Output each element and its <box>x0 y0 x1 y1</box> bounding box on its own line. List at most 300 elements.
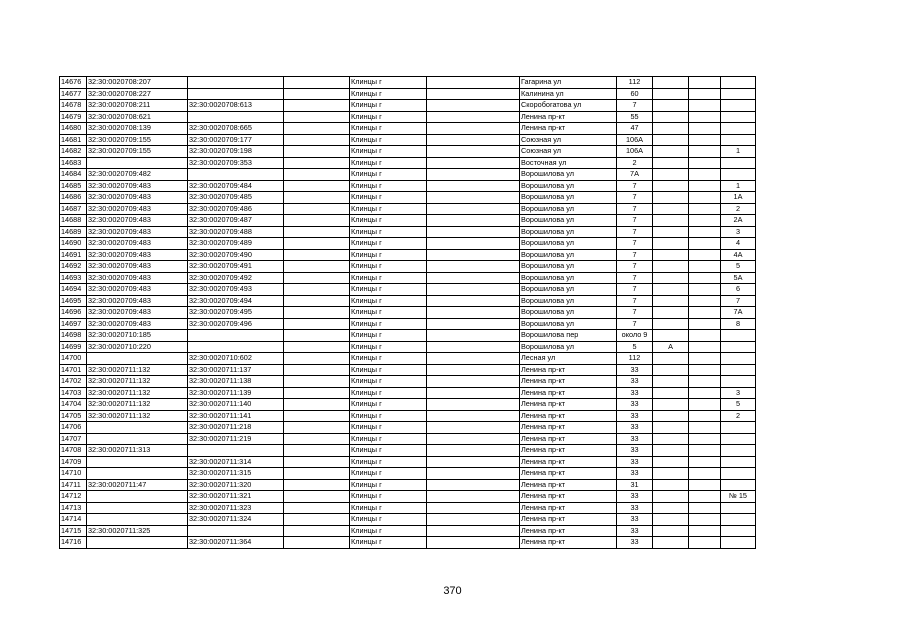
cadastral-number: 32:30:0020709:483 <box>87 307 188 319</box>
building-cadastral-number: 32:30:0020709:487 <box>188 215 284 227</box>
city-cell: Клинцы г <box>350 353 427 365</box>
blank-cell <box>689 226 721 238</box>
city-cell: Клинцы г <box>350 341 427 353</box>
table-row <box>60 111 756 123</box>
apartment-number: 3 <box>721 226 756 238</box>
house-number: 33 <box>617 491 653 503</box>
city-cell: Клинцы г <box>350 100 427 112</box>
house-number: 33 <box>617 410 653 422</box>
city-cell: Клинцы г <box>350 226 427 238</box>
street-cell: Ворошилова ул <box>520 192 617 204</box>
blank-cell <box>689 307 721 319</box>
apartment-number <box>721 364 756 376</box>
city-cell: Клинцы г <box>350 88 427 100</box>
city-cell: Клинцы г <box>350 514 427 526</box>
blank-cell <box>427 100 520 112</box>
table-row <box>60 88 756 100</box>
blank-cell <box>689 111 721 123</box>
cadastral-number: 32:30:0020711:132 <box>87 376 188 388</box>
building-cadastral-number: 32:30:0020711:315 <box>188 468 284 480</box>
table-row <box>60 284 756 296</box>
letter-cell <box>653 169 689 181</box>
register-table <box>59 76 756 549</box>
house-number: 7А <box>617 169 653 181</box>
letter-cell <box>653 410 689 422</box>
blank-cell <box>427 284 520 296</box>
building-cadastral-number <box>188 77 284 89</box>
blank-cell <box>427 433 520 445</box>
city-cell: Клинцы г <box>350 376 427 388</box>
blank-cell <box>427 330 520 342</box>
blank-cell <box>427 468 520 480</box>
cadastral-number: 32:30:0020709:483 <box>87 284 188 296</box>
letter-cell <box>653 364 689 376</box>
city-cell: Клинцы г <box>350 215 427 227</box>
blank-cell <box>284 157 350 169</box>
cadastral-number: 32:30:0020711:132 <box>87 410 188 422</box>
street-cell: Ворошилова ул <box>520 261 617 273</box>
letter-cell <box>653 215 689 227</box>
row-id: 14704 <box>60 399 87 411</box>
city-cell: Клинцы г <box>350 479 427 491</box>
row-id: 14688 <box>60 215 87 227</box>
blank-cell <box>689 330 721 342</box>
blank-cell <box>284 479 350 491</box>
city-cell: Клинцы г <box>350 318 427 330</box>
city-cell: Клинцы г <box>350 203 427 215</box>
blank-cell <box>427 215 520 227</box>
building-cadastral-number: 32:30:0020711:320 <box>188 479 284 491</box>
blank-cell <box>284 491 350 503</box>
table-row <box>60 433 756 445</box>
city-cell: Клинцы г <box>350 364 427 376</box>
blank-cell <box>689 491 721 503</box>
blank-cell <box>427 123 520 135</box>
cadastral-number: 32:30:0020709:483 <box>87 215 188 227</box>
cadastral-number <box>87 491 188 503</box>
city-cell: Клинцы г <box>350 399 427 411</box>
blank-cell <box>689 284 721 296</box>
building-cadastral-number: 32:30:0020711:137 <box>188 364 284 376</box>
cadastral-number: 32:30:0020709:482 <box>87 169 188 181</box>
row-id: 14686 <box>60 192 87 204</box>
letter-cell <box>653 238 689 250</box>
street-cell: Ленина пр-кт <box>520 514 617 526</box>
row-id: 14694 <box>60 284 87 296</box>
blank-cell <box>284 88 350 100</box>
row-id: 14713 <box>60 502 87 514</box>
apartment-number <box>721 134 756 146</box>
apartment-number: 8 <box>721 318 756 330</box>
blank-cell <box>284 445 350 457</box>
city-cell: Клинцы г <box>350 387 427 399</box>
street-cell: Ленина пр-кт <box>520 491 617 503</box>
letter-cell <box>653 146 689 158</box>
house-number: 33 <box>617 537 653 549</box>
apartment-number <box>721 468 756 480</box>
row-id: 14703 <box>60 387 87 399</box>
row-id: 14679 <box>60 111 87 123</box>
blank-cell <box>427 445 520 457</box>
house-number: 33 <box>617 399 653 411</box>
apartment-number <box>721 422 756 434</box>
table-row <box>60 77 756 89</box>
apartment-number: 1 <box>721 146 756 158</box>
apartment-number: 1 <box>721 180 756 192</box>
blank-cell <box>284 169 350 181</box>
blank-cell <box>284 525 350 537</box>
row-id: 14682 <box>60 146 87 158</box>
apartment-number: 5А <box>721 272 756 284</box>
house-number: 7 <box>617 295 653 307</box>
letter-cell <box>653 318 689 330</box>
house-number: 7 <box>617 284 653 296</box>
house-number: 33 <box>617 433 653 445</box>
building-cadastral-number <box>188 445 284 457</box>
row-id: 14712 <box>60 491 87 503</box>
table-row <box>60 514 756 526</box>
city-cell: Клинцы г <box>350 192 427 204</box>
blank-cell <box>427 88 520 100</box>
blank-cell <box>427 341 520 353</box>
blank-cell <box>689 295 721 307</box>
cadastral-number: 32:30:0020711:47 <box>87 479 188 491</box>
building-cadastral-number: 32:30:0020709:177 <box>188 134 284 146</box>
cadastral-number: 32:30:0020709:155 <box>87 146 188 158</box>
blank-cell <box>284 203 350 215</box>
letter-cell <box>653 330 689 342</box>
cadastral-number: 32:30:0020710:220 <box>87 341 188 353</box>
letter-cell <box>653 123 689 135</box>
apartment-number <box>721 514 756 526</box>
street-cell: Ленина пр-кт <box>520 433 617 445</box>
row-id: 14708 <box>60 445 87 457</box>
letter-cell <box>653 295 689 307</box>
blank-cell <box>284 502 350 514</box>
blank-cell <box>284 514 350 526</box>
apartment-number: 5 <box>721 399 756 411</box>
letter-cell <box>653 157 689 169</box>
house-number: около 9 <box>617 330 653 342</box>
blank-cell <box>284 307 350 319</box>
blank-cell <box>689 514 721 526</box>
row-id: 14705 <box>60 410 87 422</box>
building-cadastral-number: 32:30:0020709:485 <box>188 192 284 204</box>
blank-cell <box>689 468 721 480</box>
cadastral-number: 32:30:0020709:483 <box>87 203 188 215</box>
building-cadastral-number: 32:30:0020711:324 <box>188 514 284 526</box>
blank-cell <box>427 422 520 434</box>
table-row <box>60 134 756 146</box>
apartment-number <box>721 456 756 468</box>
table-row <box>60 456 756 468</box>
blank-cell <box>427 261 520 273</box>
building-cadastral-number: 32:30:0020711:364 <box>188 537 284 549</box>
blank-cell <box>284 226 350 238</box>
blank-cell <box>427 318 520 330</box>
apartment-number <box>721 330 756 342</box>
blank-cell <box>427 307 520 319</box>
apartment-number: 7А <box>721 307 756 319</box>
blank-cell <box>284 399 350 411</box>
blank-cell <box>689 456 721 468</box>
table-row <box>60 318 756 330</box>
blank-cell <box>689 525 721 537</box>
row-id: 14714 <box>60 514 87 526</box>
building-cadastral-number: 32:30:0020710:602 <box>188 353 284 365</box>
house-number: 112 <box>617 353 653 365</box>
blank-cell <box>427 364 520 376</box>
city-cell: Клинцы г <box>350 456 427 468</box>
street-cell: Восточная ул <box>520 157 617 169</box>
letter-cell <box>653 203 689 215</box>
table-row <box>60 261 756 273</box>
apartment-number: 6 <box>721 284 756 296</box>
blank-cell <box>284 387 350 399</box>
apartment-number <box>721 502 756 514</box>
street-cell: Ворошилова ул <box>520 307 617 319</box>
street-cell: Ворошилова ул <box>520 295 617 307</box>
cadastral-number: 32:30:0020708:139 <box>87 123 188 135</box>
street-cell: Ворошилова ул <box>520 272 617 284</box>
blank-cell <box>427 146 520 158</box>
city-cell: Клинцы г <box>350 295 427 307</box>
building-cadastral-number: 32:30:0020709:491 <box>188 261 284 273</box>
blank-cell <box>427 180 520 192</box>
house-number: 7 <box>617 192 653 204</box>
cadastral-number: 32:30:0020709:483 <box>87 238 188 250</box>
city-cell: Клинцы г <box>350 180 427 192</box>
cadastral-number: 32:30:0020711:325 <box>87 525 188 537</box>
blank-cell <box>689 180 721 192</box>
apartment-number <box>721 123 756 135</box>
blank-cell <box>284 215 350 227</box>
city-cell: Клинцы г <box>350 146 427 158</box>
letter-cell <box>653 537 689 549</box>
table-row <box>60 192 756 204</box>
apartment-number <box>721 341 756 353</box>
table-row <box>60 399 756 411</box>
blank-cell <box>427 249 520 261</box>
house-number: 2 <box>617 157 653 169</box>
blank-cell <box>689 272 721 284</box>
house-number: 7 <box>617 226 653 238</box>
street-cell: Ворошилова ул <box>520 318 617 330</box>
house-number: 7 <box>617 261 653 273</box>
table-row <box>60 387 756 399</box>
letter-cell <box>653 399 689 411</box>
building-cadastral-number: 32:30:0020709:493 <box>188 284 284 296</box>
blank-cell <box>689 88 721 100</box>
blank-cell <box>689 502 721 514</box>
blank-cell <box>427 169 520 181</box>
row-id: 14677 <box>60 88 87 100</box>
cadastral-number: 32:30:0020711:132 <box>87 399 188 411</box>
street-cell: Ворошилова ул <box>520 226 617 238</box>
house-number: 31 <box>617 479 653 491</box>
cadastral-number <box>87 456 188 468</box>
cadastral-number: 32:30:0020709:483 <box>87 180 188 192</box>
apartment-number: 7 <box>721 295 756 307</box>
cadastral-number <box>87 468 188 480</box>
building-cadastral-number: 32:30:0020709:486 <box>188 203 284 215</box>
letter-cell <box>653 376 689 388</box>
letter-cell <box>653 261 689 273</box>
building-cadastral-number: 32:30:0020709:494 <box>188 295 284 307</box>
blank-cell <box>689 422 721 434</box>
table-row <box>60 422 756 434</box>
building-cadastral-number <box>188 111 284 123</box>
table-row <box>60 238 756 250</box>
house-number: 106А <box>617 146 653 158</box>
blank-cell <box>284 364 350 376</box>
apartment-number: № 15 <box>721 491 756 503</box>
street-cell: Союзная ул <box>520 146 617 158</box>
blank-cell <box>689 238 721 250</box>
row-id: 14681 <box>60 134 87 146</box>
house-number: 7 <box>617 215 653 227</box>
street-cell: Ленина пр-кт <box>520 456 617 468</box>
row-id: 14698 <box>60 330 87 342</box>
city-cell: Клинцы г <box>350 307 427 319</box>
building-cadastral-number <box>188 341 284 353</box>
letter-cell <box>653 307 689 319</box>
blank-cell <box>689 479 721 491</box>
cadastral-number: 32:30:0020709:155 <box>87 134 188 146</box>
blank-cell <box>427 479 520 491</box>
blank-cell <box>689 215 721 227</box>
house-number: 7 <box>617 100 653 112</box>
house-number: 7 <box>617 272 653 284</box>
letter-cell <box>653 100 689 112</box>
apartment-number: 1А <box>721 192 756 204</box>
table-row <box>60 445 756 457</box>
row-id: 14706 <box>60 422 87 434</box>
building-cadastral-number <box>188 330 284 342</box>
blank-cell <box>427 295 520 307</box>
apartment-number: 4 <box>721 238 756 250</box>
letter-cell <box>653 433 689 445</box>
blank-cell <box>284 318 350 330</box>
house-number: 33 <box>617 422 653 434</box>
blank-cell <box>284 77 350 89</box>
row-id: 14692 <box>60 261 87 273</box>
table-body <box>60 77 756 549</box>
row-id: 14678 <box>60 100 87 112</box>
building-cadastral-number: 32:30:0020711:138 <box>188 376 284 388</box>
street-cell: Ленина пр-кт <box>520 387 617 399</box>
letter-cell: А <box>653 341 689 353</box>
blank-cell <box>427 203 520 215</box>
row-id: 14707 <box>60 433 87 445</box>
city-cell: Клинцы г <box>350 238 427 250</box>
city-cell: Клинцы г <box>350 261 427 273</box>
table-row <box>60 249 756 261</box>
blank-cell <box>689 318 721 330</box>
house-number: 60 <box>617 88 653 100</box>
street-cell: Ворошилова ул <box>520 284 617 296</box>
apartment-number <box>721 77 756 89</box>
blank-cell <box>427 376 520 388</box>
building-cadastral-number: 32:30:0020708:665 <box>188 123 284 135</box>
blank-cell <box>427 353 520 365</box>
row-id: 14695 <box>60 295 87 307</box>
cadastral-number: 32:30:0020711:132 <box>87 387 188 399</box>
table-row <box>60 226 756 238</box>
blank-cell <box>689 399 721 411</box>
street-cell: Ворошилова ул <box>520 341 617 353</box>
city-cell: Клинцы г <box>350 111 427 123</box>
cadastral-number <box>87 537 188 549</box>
city-cell: Клинцы г <box>350 445 427 457</box>
street-cell: Ленина пр-кт <box>520 410 617 422</box>
blank-cell <box>689 203 721 215</box>
letter-cell <box>653 525 689 537</box>
blank-cell <box>284 376 350 388</box>
blank-cell <box>284 261 350 273</box>
blank-cell <box>427 192 520 204</box>
blank-cell <box>689 341 721 353</box>
blank-cell <box>689 410 721 422</box>
building-cadastral-number: 32:30:0020709:484 <box>188 180 284 192</box>
cadastral-number <box>87 502 188 514</box>
cadastral-number <box>87 422 188 434</box>
cadastral-number: 32:30:0020711:132 <box>87 364 188 376</box>
street-cell: Ворошилова ул <box>520 169 617 181</box>
blank-cell <box>689 537 721 549</box>
blank-cell <box>427 226 520 238</box>
blank-cell <box>427 525 520 537</box>
house-number: 47 <box>617 123 653 135</box>
building-cadastral-number: 32:30:0020709:496 <box>188 318 284 330</box>
house-number: 7 <box>617 318 653 330</box>
building-cadastral-number: 32:30:0020709:492 <box>188 272 284 284</box>
blank-cell <box>284 111 350 123</box>
blank-cell <box>427 502 520 514</box>
city-cell: Клинцы г <box>350 422 427 434</box>
table-row <box>60 295 756 307</box>
city-cell: Клинцы г <box>350 284 427 296</box>
blank-cell <box>284 238 350 250</box>
street-cell: Ворошилова ул <box>520 180 617 192</box>
street-cell: Скоробогатова ул <box>520 100 617 112</box>
table-row <box>60 146 756 158</box>
blank-cell <box>284 249 350 261</box>
table-row <box>60 364 756 376</box>
street-cell: Лесная ул <box>520 353 617 365</box>
apartment-number: 4А <box>721 249 756 261</box>
blank-cell <box>689 353 721 365</box>
blank-cell <box>689 123 721 135</box>
row-id: 14690 <box>60 238 87 250</box>
letter-cell <box>653 249 689 261</box>
street-cell: Ленина пр-кт <box>520 525 617 537</box>
row-id: 14697 <box>60 318 87 330</box>
table-row <box>60 341 756 353</box>
cadastral-number <box>87 514 188 526</box>
house-number: 33 <box>617 514 653 526</box>
apartment-number: 2 <box>721 410 756 422</box>
city-cell: Клинцы г <box>350 272 427 284</box>
letter-cell <box>653 77 689 89</box>
table-row <box>60 330 756 342</box>
cadastral-number: 32:30:0020708:207 <box>87 77 188 89</box>
row-id: 14701 <box>60 364 87 376</box>
street-cell: Ворошилова ул <box>520 238 617 250</box>
apartment-number: 2 <box>721 203 756 215</box>
blank-cell <box>427 514 520 526</box>
apartment-number <box>721 445 756 457</box>
